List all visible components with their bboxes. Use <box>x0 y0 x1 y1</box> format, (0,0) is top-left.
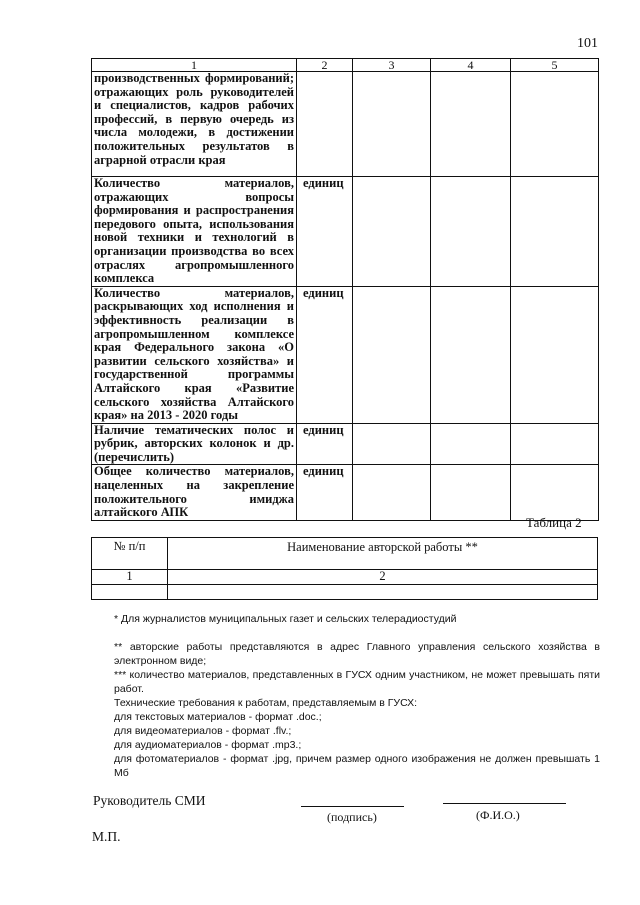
indicator-description: производственных формирований; отражающих роль руководителей и специалистов, кадров рабочих профессий, в первую очередь из числа молодежи, в достижении положительных результатов в аграрной отрасли края <box>92 72 297 177</box>
indicator-description: Общее количество материалов, нацеленных на закрепление положительного имиджа алтайского АПК <box>92 465 297 521</box>
table2-caption: Таблица 2 <box>526 515 582 530</box>
empty-cell[interactable] <box>431 286 511 423</box>
requirement-item: для видеоматериалов - формат .flv.; <box>114 725 292 737</box>
footnote: * Для журналистов муниципальных газет и сельских телерадиостудий <box>114 613 457 625</box>
indicator-description: Количество материалов, отражающих вопросы формирования и распространения передового опыта, использования новой техники и технологий в организации производства во всех отраслях агропромышленного комплекса <box>92 177 297 287</box>
empty-cell[interactable] <box>168 584 598 599</box>
indicator-unit: единиц <box>297 465 353 521</box>
stamp-place-label: М.П. <box>92 829 121 844</box>
name-line[interactable] <box>443 803 566 804</box>
column-header: 4 <box>431 59 511 72</box>
signature-caption: (подпись) <box>327 810 377 824</box>
table-header-row <box>92 538 598 570</box>
column-header: 3 <box>353 59 431 72</box>
indicator-unit: единиц <box>297 177 353 287</box>
empty-cell[interactable] <box>353 286 431 423</box>
footnote: ** авторские работы представляются в адрес Главного управления сельского хозяйства в электронном виде; <box>114 641 600 667</box>
table-header-row <box>92 59 599 72</box>
footnote: *** количество материалов, представленных в ГУСХ одним участником, не может превышать пяти работ. <box>114 669 600 695</box>
requirements-heading: Технические требования к работам, представляемым в ГУСХ: <box>114 697 418 709</box>
indicator-description: Количество материалов, раскрывающих ход исполнения и эффективность реализации в агропромышленном комплексе края Федерального закона «О развитии сельского хозяйства» и государственной программы Алтайского края «Развитие сельского хозяйства Алтайского края» на 2013 - 2020 годы <box>92 286 297 423</box>
manager-label: Руководитель СМИ <box>93 793 206 808</box>
table-row <box>92 72 599 177</box>
empty-cell[interactable] <box>431 72 511 177</box>
table-row <box>92 584 598 599</box>
empty-cell[interactable] <box>353 465 431 521</box>
indicator-unit <box>297 72 353 177</box>
column-header-title: Наименование авторской работы ** <box>168 538 598 570</box>
empty-cell[interactable] <box>511 423 599 465</box>
requirement-item: для фотоматериалов - формат .jpg, причем размер одного изображения не должен превышать 1 Мб <box>114 753 600 779</box>
column-header: 2 <box>297 59 353 72</box>
empty-cell[interactable] <box>511 286 599 423</box>
indicator-unit: единиц <box>297 286 353 423</box>
column-header-number: № п/п <box>92 538 168 570</box>
table-row <box>92 286 599 423</box>
empty-cell[interactable] <box>431 423 511 465</box>
works-table <box>91 537 598 600</box>
column-header: 1 <box>92 59 297 72</box>
empty-cell[interactable] <box>353 72 431 177</box>
indicator-unit: единиц <box>297 423 353 465</box>
empty-cell[interactable] <box>92 584 168 599</box>
column-number: 2 <box>168 570 598 585</box>
table-row <box>92 177 599 287</box>
page-number: 101 <box>577 36 598 51</box>
empty-cell[interactable] <box>511 177 599 287</box>
empty-cell[interactable] <box>511 72 599 177</box>
signature-line[interactable] <box>301 806 404 807</box>
table-row <box>92 570 598 585</box>
requirement-item: для аудиоматериалов - формат .mp3.; <box>114 739 302 751</box>
empty-cell[interactable] <box>431 177 511 287</box>
table-row <box>92 465 599 521</box>
table-row <box>92 423 599 465</box>
footnotes <box>114 612 600 780</box>
empty-cell[interactable] <box>353 177 431 287</box>
empty-cell[interactable] <box>511 465 599 521</box>
empty-cell[interactable] <box>431 465 511 521</box>
column-number: 1 <box>92 570 168 585</box>
name-caption: (Ф.И.О.) <box>476 808 520 822</box>
indicator-description: Наличие тематических полос и рубрик, авторских колонок и др. (перечислить) <box>92 423 297 465</box>
column-header: 5 <box>511 59 599 72</box>
requirement-item: для текстовых материалов - формат .doc.; <box>114 711 322 723</box>
empty-cell[interactable] <box>353 423 431 465</box>
indicators-table <box>91 58 599 521</box>
